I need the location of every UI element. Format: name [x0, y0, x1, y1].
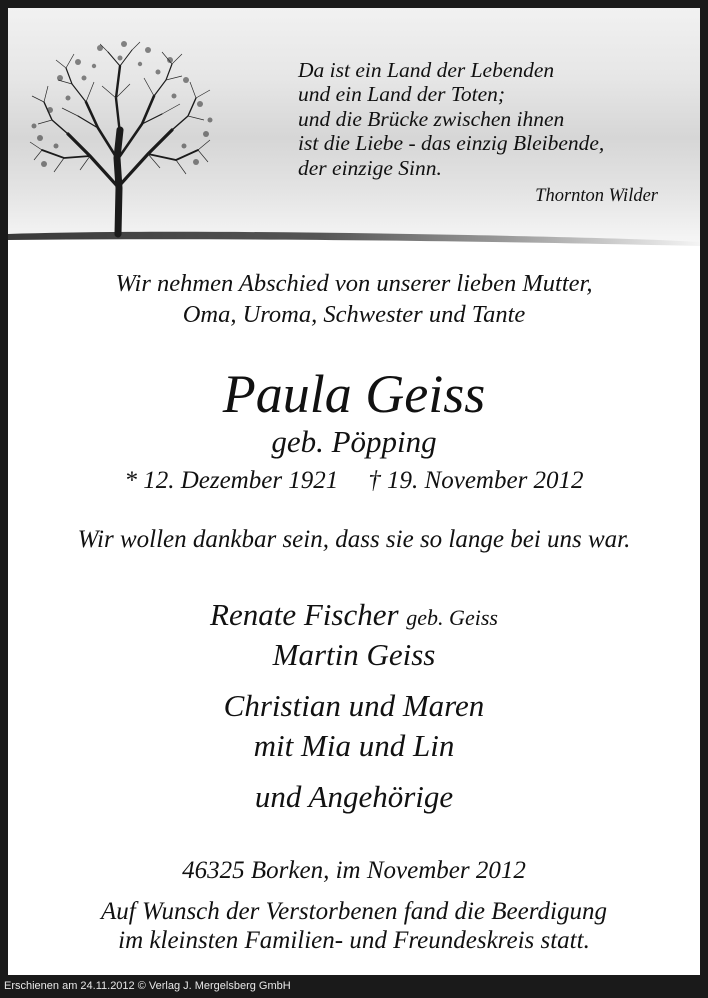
poem-line: der einzige Sinn.	[298, 155, 442, 180]
poem-line: Da ist ein Land der Lebenden	[298, 58, 555, 82]
mourner-relatives: und Angehörige	[254, 779, 454, 814]
intro-line: Wir nehmen Abschied von unserer lieben Mutter,	[115, 270, 593, 297]
funeral-note	[8, 898, 700, 955]
mourner-renate	[8, 596, 700, 637]
publication-footer: Erschienen am 24.11.2012 © Verlag J. Mergelsberg GmbH	[4, 980, 291, 992]
mourner-christian: Christian und Maren	[223, 688, 485, 723]
mourner-children: mit Mia und Lin	[253, 728, 455, 763]
life-dates	[8, 466, 700, 496]
funeral-line: Auf Wunsch der Verstorbenen fand die Beerdigung	[101, 898, 607, 925]
hero-banner	[8, 8, 700, 244]
funeral-line: im kleinsten Familien- und Freundeskreis statt.	[118, 926, 590, 954]
intro-line: Oma, Uroma, Schwester und Tante	[182, 301, 526, 328]
birth-date: * 12. Dezember 1921	[124, 467, 339, 494]
poem-line: und die Brücke zwischen ihnen	[298, 106, 565, 131]
poem-author: Thornton Wilder	[535, 186, 658, 206]
deceased-name: Paula Geiss	[222, 364, 486, 424]
obituary-notice	[8, 8, 700, 975]
place-date: 46325 Borken, im November 2012	[182, 857, 526, 884]
birth-name: geb. Pöpping	[271, 424, 437, 459]
gratitude-text: Wir wollen dankbar sein, dass sie so lange bei uns war.	[77, 526, 631, 553]
mourner-name: Renate Fischer	[210, 597, 399, 632]
poem	[298, 58, 658, 180]
poem-line: und ein Land der Toten;	[298, 82, 506, 107]
poem-line: ist die Liebe - das einzig Bleibende,	[298, 131, 605, 156]
intro-text	[8, 268, 700, 330]
death-date: † 19. November 2012	[368, 467, 584, 494]
mourner-nee: geb. Geiss	[406, 605, 498, 630]
tree-icon	[20, 38, 220, 246]
mourner-martin: Martin Geiss	[272, 637, 436, 672]
